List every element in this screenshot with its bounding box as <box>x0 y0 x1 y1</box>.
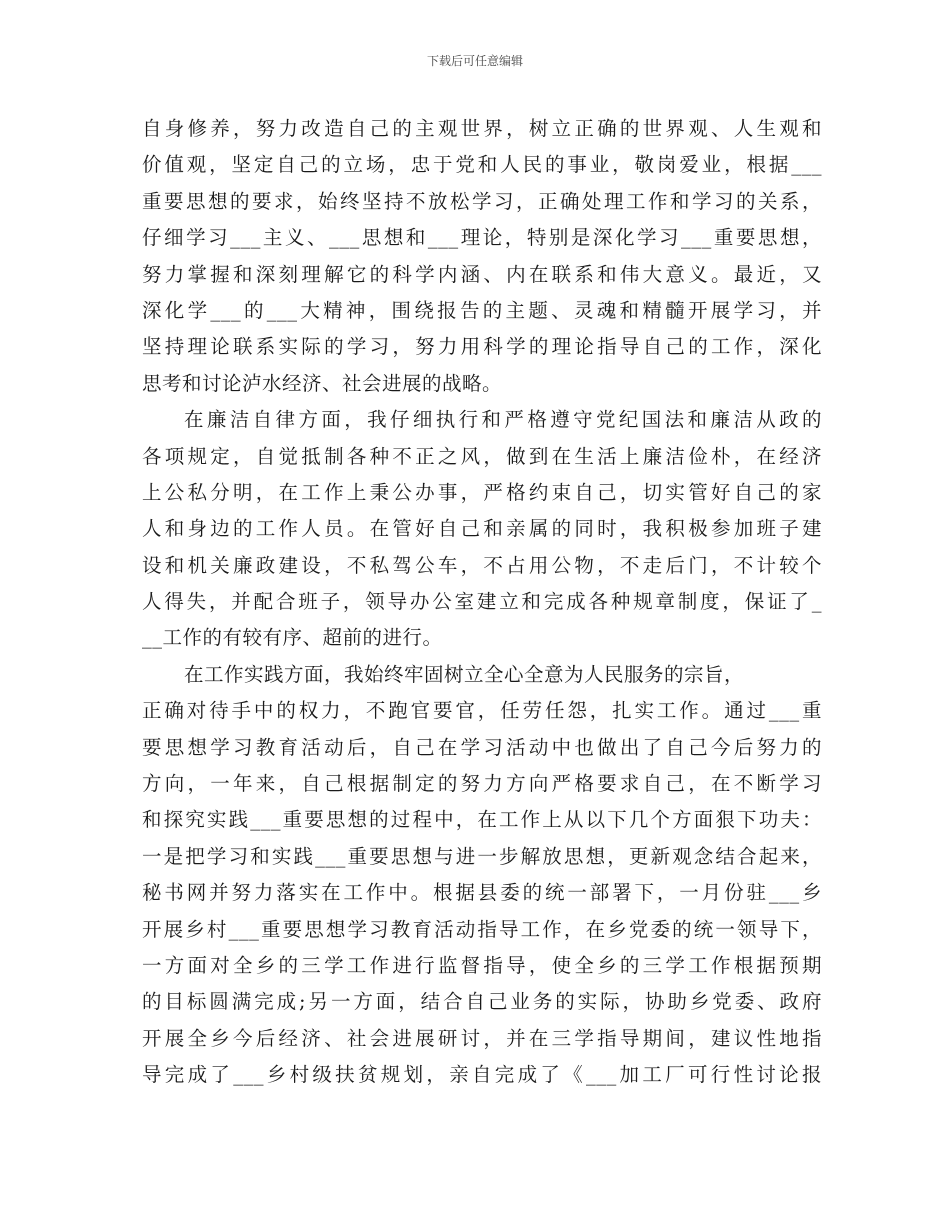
page-header: 下载后可任意编辑 <box>426 54 523 68</box>
text-line: 正确对待手中的权力，不跑官要官，任劳任怨，扎实工作。通过___重 <box>142 699 822 723</box>
text-line: 开展乡村___重要思想学习教育活动指导工作，在乡党委的统一领导下， <box>142 917 822 941</box>
text-line: 上公私分明，在工作上秉公办事，严格约束自己，切实管好自己的家 <box>142 480 822 504</box>
text-line: 在工作实践方面，我始终牢固树立全心全意为人民服务的宗旨， <box>184 662 745 686</box>
text-line: 重要思想的要求，始终坚持不放松学习，正确处理工作和学习的关系， <box>142 189 822 213</box>
text-line: 坚持理论联系实际的学习，努力用科学的理论指导自己的工作，深化 <box>142 335 822 359</box>
text-line: 人和身边的工作人员。在管好自己和亲属的同时，我积极参加班子建 <box>142 517 822 541</box>
text-line: 仔细学习___主义、___思想和___理论，特别是深化学习___重要思想， <box>142 226 822 250</box>
text-line: 一是把学习和实践___重要思想与进一步解放思想，更新观念结合起来， <box>142 844 822 868</box>
text-line: 开展全乡今后经济、社会进展研讨，并在三学指导期间，建议性地指 <box>142 1026 822 1050</box>
text-line: 设和机关廉政建设，不私驾公车，不占用公物，不走后门，不计较个 <box>142 553 822 577</box>
text-line: 各项规定，自觉抵制各种不正之风，做到在生活上廉洁俭朴，在经济 <box>142 444 822 468</box>
text-line: 和探究实践___重要思想的过程中，在工作上从以下几个方面狠下功夫： <box>142 808 822 832</box>
text-line: 自身修养，努力改造自己的主观世界，树立正确的世界观、人生观和 <box>142 117 822 140</box>
text-line: 导完成了___乡村级扶贫规划，亲自完成了《___加工厂可行性讨论报 <box>142 1063 822 1087</box>
text-line: 要思想学习教育活动后，自己在学习活动中也做出了自己今后努力的 <box>142 735 822 759</box>
text-line: 一方面对全乡的三学工作进行监督指导，使全乡的三学工作根据预期 <box>142 953 822 977</box>
document-body <box>142 111 822 1094</box>
text-line: 努力掌握和深刻理解它的科学内涵、内在联系和伟大意义。最近，又 <box>142 262 822 286</box>
text-line: 思考和讨论泸水经济、社会进展的战略。 <box>142 371 503 395</box>
text-line: __工作的有较有序、超前的进行。 <box>142 626 443 650</box>
text-line: 方向，一年来，自己根据制定的努力方向严格要求自己，在不断学习 <box>142 772 822 796</box>
text-line: 人得失，并配合班子，领导办公室建立和完成各种规章制度，保证了_ <box>142 590 822 614</box>
text-line: 秘书网并努力落实在工作中。根据县委的统一部署下，一月份驻___乡 <box>142 881 822 905</box>
text-line: 价值观，坚定自己的立场，忠于党和人民的事业，敬岗爱业，根据___ <box>142 153 822 177</box>
text-line: 深化学___的___大精神，围绕报告的主题、灵魂和精髓开展学习，并 <box>142 298 822 322</box>
text-line: 在廉洁自律方面，我仔细执行和严格遵守党纪国法和廉洁从政的 <box>184 408 822 432</box>
text-line: 的目标圆满完成;另一方面，结合自己业务的实际，协助乡党委、政府 <box>142 990 822 1014</box>
